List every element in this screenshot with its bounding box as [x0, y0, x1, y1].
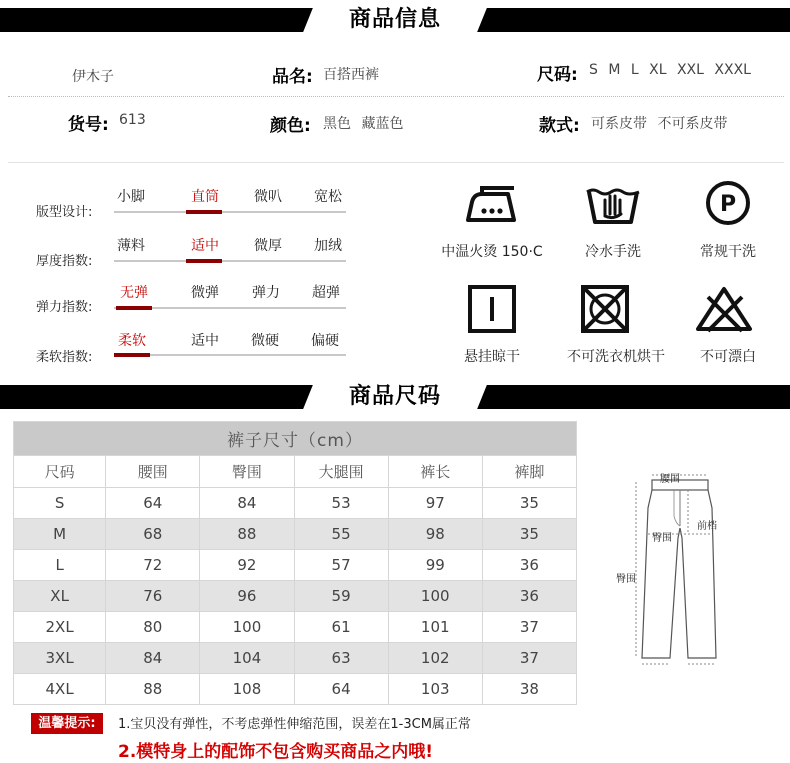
table-row — [14, 612, 577, 643]
table-cell: 63 — [294, 643, 388, 674]
table-cell: 38 — [482, 674, 576, 705]
sku-label: 货号: — [68, 115, 109, 135]
table-cell: 108 — [200, 674, 294, 705]
style-value: 可系皮带 不可系皮带 — [591, 116, 728, 132]
hand-wash-icon — [583, 178, 643, 228]
table-cell: 103 — [388, 674, 482, 705]
indicator-label: 弹力指数: — [36, 300, 93, 315]
indicator-option: 微厚 — [254, 238, 282, 254]
sku-value: 613 — [119, 112, 146, 128]
table-cell: M — [14, 519, 106, 550]
table-cell: 72 — [106, 550, 200, 581]
indicator-option: 薄料 — [117, 238, 145, 254]
indicator-track — [114, 211, 346, 213]
hang-dry-icon — [462, 285, 522, 335]
indicator-label: 柔软指数: — [36, 350, 93, 365]
column-header: 裤长 — [388, 456, 482, 488]
care-label: 常规干洗 — [700, 244, 756, 260]
table-cell: 35 — [482, 519, 576, 550]
indicator-label: 厚度指数: — [36, 254, 93, 269]
size-label: 尺码: — [537, 65, 578, 85]
table-cell: 3XL — [14, 643, 106, 674]
indicator-option-selected: 适中 — [191, 238, 219, 254]
no-tumble-dry-icon — [575, 285, 635, 335]
indicator-option: 微弹 — [191, 285, 219, 301]
table-cell: 59 — [294, 581, 388, 612]
indicator-option: 弹力 — [252, 285, 280, 301]
indicator-option: 微叭 — [254, 189, 282, 205]
indicator-marker — [186, 259, 222, 263]
table-cell: S — [14, 488, 106, 519]
table-cell: 97 — [388, 488, 482, 519]
table-cell: 36 — [482, 550, 576, 581]
table-row — [14, 550, 577, 581]
size-table — [13, 421, 577, 705]
figure-label-rise: 前档 — [697, 521, 717, 532]
table-cell: 64 — [294, 674, 388, 705]
brand-value: 伊木子 — [72, 69, 114, 85]
table-cell: 37 — [482, 612, 576, 643]
table-cell: 102 — [388, 643, 482, 674]
info-section-header — [0, 0, 790, 40]
indicator-marker — [114, 353, 150, 357]
table-cell: 84 — [200, 488, 294, 519]
size-value: S M L XL XXL XXXL — [589, 62, 751, 78]
indicator-marker — [116, 306, 152, 310]
product-name-value: 百搭西裤 — [323, 67, 379, 83]
style-label: 款式: — [539, 116, 580, 136]
table-cell: 36 — [482, 581, 576, 612]
iron-icon — [462, 180, 522, 230]
table-cell: 92 — [200, 550, 294, 581]
column-header: 腰围 — [106, 456, 200, 488]
table-cell: 35 — [482, 488, 576, 519]
table-row — [14, 643, 577, 674]
table-cell: L — [14, 550, 106, 581]
table-row — [14, 581, 577, 612]
table-cell: XL — [14, 581, 106, 612]
indicator-option-selected: 柔软 — [118, 333, 146, 349]
table-cell: 88 — [106, 674, 200, 705]
indicator-option-selected: 无弹 — [120, 285, 148, 301]
dry-clean-icon — [698, 178, 758, 228]
indicator-option: 微硬 — [251, 333, 279, 349]
tip-badge: 温馨提示: — [31, 713, 103, 734]
table-cell: 4XL — [14, 674, 106, 705]
table-cell: 68 — [106, 519, 200, 550]
table-cell: 53 — [294, 488, 388, 519]
table-cell: 101 — [388, 612, 482, 643]
table-cell: 55 — [294, 519, 388, 550]
table-cell: 100 — [388, 581, 482, 612]
table-cell: 98 — [388, 519, 482, 550]
tip-line-1: 1.宝贝没有弹性，不考虑弹性伸缩范围，误差在1-3CM属正常 — [118, 717, 471, 732]
table-row — [14, 519, 577, 550]
table-cell: 84 — [106, 643, 200, 674]
size-table-caption: 裤子尺寸（cm） — [14, 422, 577, 456]
color-value: 黑色 藏蓝色 — [323, 116, 404, 132]
indicator-option: 适中 — [191, 333, 219, 349]
table-cell: 64 — [106, 488, 200, 519]
indicator-option: 加绒 — [314, 238, 342, 254]
indicator-option: 小脚 — [117, 189, 145, 205]
care-label: 悬挂晾干 — [464, 349, 520, 365]
care-label: 冷水手洗 — [585, 244, 641, 260]
divider-dotted — [8, 96, 784, 97]
table-cell: 2XL — [14, 612, 106, 643]
table-row — [14, 488, 577, 519]
info-section-title: 商品信息 — [348, 7, 441, 32]
color-label: 颜色: — [270, 116, 311, 136]
table-cell: 61 — [294, 612, 388, 643]
indicator-option: 宽松 — [314, 189, 342, 205]
indicator-track — [114, 260, 346, 262]
care-label: 不可漂白 — [700, 349, 756, 365]
figure-label-length: 臀围 — [616, 574, 636, 585]
no-bleach-icon — [694, 285, 754, 335]
indicator-label: 版型设计: — [36, 205, 93, 220]
table-cell: 37 — [482, 643, 576, 674]
column-header: 尺码 — [14, 456, 106, 488]
figure-label-waist: 腰围 — [660, 474, 680, 485]
indicator-option: 超弹 — [312, 285, 340, 301]
indicator-option-selected: 直筒 — [191, 189, 219, 205]
svg-text:P: P — [719, 192, 737, 217]
care-label: 中温火烫 150·C — [441, 244, 543, 260]
indicator-option: 偏硬 — [311, 333, 339, 349]
table-cell: 99 — [388, 550, 482, 581]
column-header: 裤脚 — [482, 456, 576, 488]
table-cell: 57 — [294, 550, 388, 581]
figure-label-hip: 臀围 — [652, 533, 672, 544]
table-cell: 100 — [200, 612, 294, 643]
table-cell: 88 — [200, 519, 294, 550]
table-cell: 80 — [106, 612, 200, 643]
divider-solid — [8, 162, 784, 163]
table-row — [14, 674, 577, 705]
table-cell: 96 — [200, 581, 294, 612]
indicator-marker — [186, 210, 222, 214]
product-name-label: 品名: — [272, 67, 313, 87]
table-cell: 76 — [106, 581, 200, 612]
column-header: 臀围 — [200, 456, 294, 488]
tip-line-2: 2.模特身上的配饰不包含购买商品之内哦! — [118, 742, 434, 762]
column-header: 大腿围 — [294, 456, 388, 488]
table-cell: 104 — [200, 643, 294, 674]
size-section-title: 商品尺码 — [348, 384, 441, 409]
size-section-header — [0, 377, 790, 417]
care-label: 不可洗衣机烘干 — [567, 349, 665, 365]
